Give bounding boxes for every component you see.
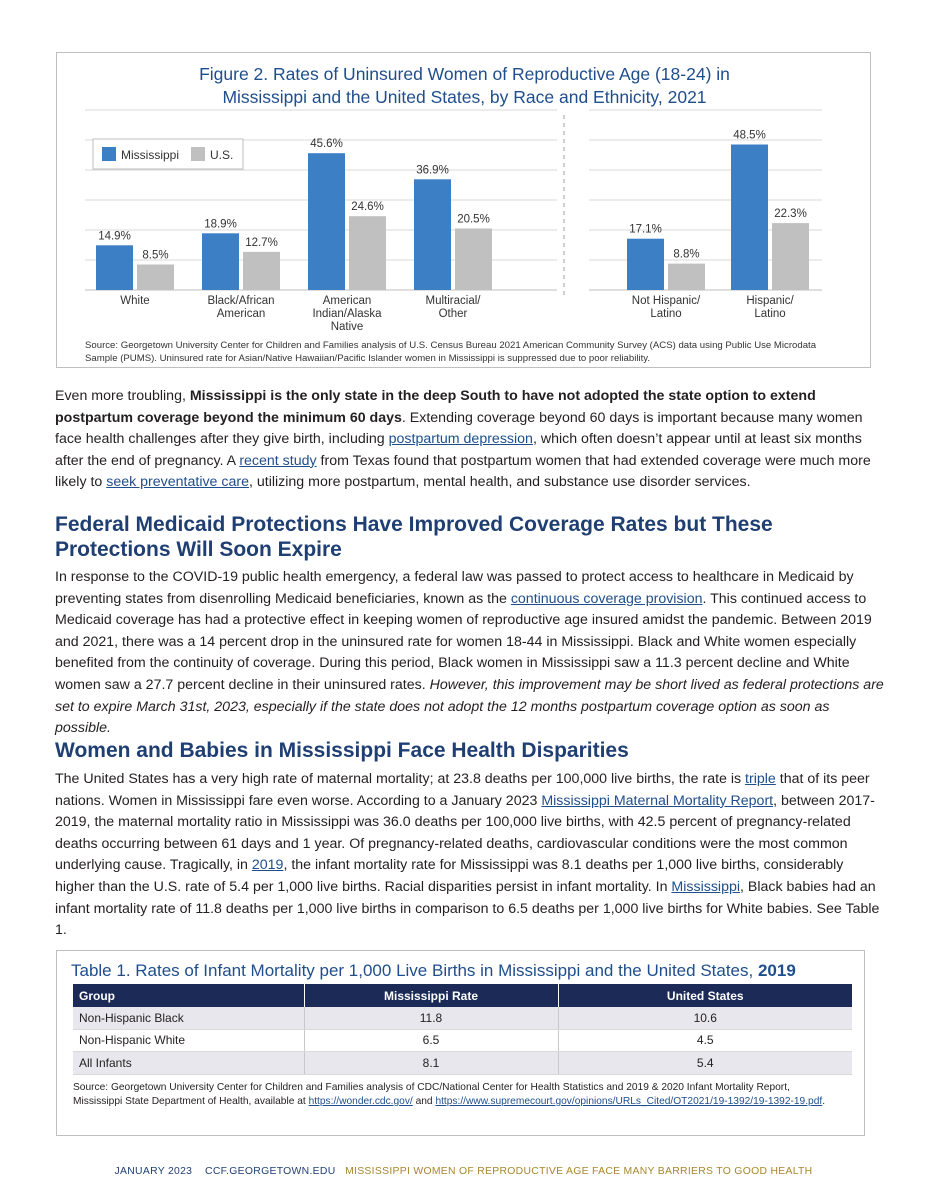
data-label-mississippi: 45.6%	[310, 138, 343, 151]
bar-mississippi	[414, 179, 451, 290]
category-label-line: Indian/Alaska	[312, 308, 382, 320]
italic-text: However, this improvement may be short lived as federal protections are set to expire March 31st, 2023, especially if the state does not adopt the 12 months postpartum coverage option as soon as possible.	[55, 676, 884, 737]
data-label-u-s: 8.8%	[673, 248, 700, 261]
bar-u-s	[772, 223, 809, 290]
cell-mississippi-rate: 11.8	[304, 1007, 558, 1029]
data-label-u-s: 20.5%	[457, 213, 490, 226]
text: The United States has a very high rate of maternal mortality; at 23.8 deaths per 100,000 live births, the rate is	[55, 771, 746, 787]
table-1-box	[56, 950, 865, 1136]
text: , utilizing more postpartum, mental health, and substance use disorder services.	[249, 474, 751, 491]
text: .	[822, 1096, 826, 1107]
heading-federal-medicaid	[55, 512, 895, 562]
bold-text: Mississippi is the only state in the deep South to have not adopted the state option to extend postpartum coverage beyond the minimum 60 days	[55, 388, 816, 426]
category-label	[632, 295, 701, 320]
paragraph-continuous-coverage	[55, 567, 885, 740]
heading-health-disparities: Women and Babies in Mississippi Face Health Disparities	[55, 739, 629, 762]
category-label-line: Latino	[650, 308, 682, 320]
bar-u-s	[455, 229, 492, 291]
link-postpartum-depression[interactable]: postpartum depression	[388, 431, 533, 448]
cell-us-rate: 4.5	[558, 1029, 852, 1052]
text: , the infant mortality rate for Mississippi was 8.1 deaths per 1,000 live births, considerably higher than the U.S. rate of 5.4 per 1,000 live births. Racial disparities persist in infant mortality. In	[55, 857, 844, 895]
legend-label: Mississippi	[121, 148, 180, 162]
link-recent-study[interactable]: recent study	[239, 452, 317, 469]
footer-date: JANUARY 2023	[114, 1166, 193, 1177]
bar-u-s	[243, 252, 280, 290]
paragraph-postpartum	[55, 386, 885, 494]
category-label	[746, 295, 794, 320]
bar-u-s	[349, 216, 386, 290]
category-label-line: Black/African	[207, 295, 275, 307]
text: from Texas found that postpartum women that had extended coverage were much more likely to	[55, 452, 871, 491]
data-label-u-s: 24.6%	[351, 201, 384, 214]
figure-source-note: Source: Georgetown University Center for Children and Families analysis of U.S. Census Bureau 2021 American Community Survey (ACS) data using Public Use Microdata Sample (PUMS). Uninsured rate for Asian/Native Hawaiian/Pacific Islander women in Mississippi is suppressed due to poor reliability.	[85, 340, 817, 364]
bar-u-s	[668, 264, 705, 290]
category-label-line: American	[322, 295, 372, 307]
text: Even more troubling,	[55, 388, 190, 404]
cell-us-rate: 5.4	[558, 1052, 852, 1075]
text: Source: Georgetown University Center for Children and Families analysis of CDC/National Center for Health Statistics and 2019 & 2020 Infant Mortality Report, Mississippi State Department of Health, available at	[73, 1082, 790, 1107]
category-label-line: Multiracial/	[425, 295, 481, 307]
footer-site: CCF.GEORGETOWN.EDU	[205, 1166, 336, 1177]
table-row	[73, 1029, 852, 1052]
cell-mississippi-rate: 6.5	[304, 1029, 558, 1052]
bar-mississippi	[308, 153, 345, 290]
heading-line-1: Federal Medicaid Protections Have Improved Coverage Rates but These	[55, 513, 773, 536]
category-label	[207, 295, 274, 320]
category-label-line: Native	[330, 321, 364, 333]
text: that of its peer nations. Women in Mississippi fare even worse. According to a January 2023	[55, 771, 870, 809]
text: and	[412, 1096, 436, 1107]
text: . Extending coverage beyond 60 days is important because many women face health challenges after they give birth, including	[55, 409, 863, 448]
text: . This continued access to Medicaid coverage has had a protective effect in keeping women of reproductive age insured amidst the pandemic. Between 2019 and 2021, there was a 14 percent drop in the uninsured rate for women 18-44 in Mississippi. Black and White women especially benefited from the continuity of coverage. During this period, Black women in Mississippi saw a 11.3 percent decline and White women saw a 27.7 percent decline in their uninsured rates.	[55, 590, 872, 693]
category-label-line: Latino	[754, 308, 786, 320]
table-title-text: Table 1. Rates of Infant Mortality per 1,000 Live Births in Mississippi and the United States,	[71, 961, 758, 980]
text: , Black babies had an infant mortality rate of 11.8 deaths per 1,000 live births in comparison to 6.5 deaths per 1,000 live births for White babies. See Table 1.	[55, 878, 880, 939]
table-row	[73, 1007, 852, 1029]
table-row	[73, 1052, 852, 1075]
legend-label: U.S.	[210, 148, 234, 162]
col-header-united-states: United States	[558, 984, 852, 1007]
link-mississippi[interactable]: Mississippi	[671, 878, 741, 895]
figure-2-box	[56, 52, 871, 368]
category-label-line: White	[120, 295, 150, 307]
cell-group: Non-Hispanic Black	[73, 1007, 304, 1029]
link-2019[interactable]: 2019	[251, 857, 284, 874]
bar-mississippi	[202, 233, 239, 290]
heading-line-2: Protections Will Soon Expire	[55, 538, 342, 561]
text: , which often doesn’t appear until at least six months after the end of pregnancy. A	[55, 431, 862, 469]
cell-group: All Infants	[73, 1052, 304, 1075]
data-label-u-s: 12.7%	[245, 236, 278, 249]
page-footer	[0, 1166, 927, 1177]
footer-title: MISSISSIPPI WOMEN OF REPRODUCTIVE AGE FACE MANY BARRIERS TO GOOD HEALTH	[345, 1166, 813, 1177]
table-title-year: 2019	[757, 961, 796, 980]
figure-title-line-2: Mississippi and the United States, by Race and Ethnicity, 2021	[222, 87, 707, 107]
link-mississippi-maternal-mortality-report[interactable]: Mississippi Maternal Mortality Report	[541, 792, 774, 809]
cell-us-rate: 10.6	[558, 1007, 852, 1029]
category-label	[120, 295, 149, 307]
legend-swatch	[102, 147, 116, 161]
bar-mississippi	[96, 245, 133, 290]
category-label-line: Hispanic/	[746, 295, 794, 307]
link-supreme-court-cited[interactable]: https://www.supremecourt.gov/opinions/URLs_Cited/OT2021/19-1392/19-1392-19.pdf	[435, 1096, 823, 1107]
infant-mortality-table	[73, 984, 852, 1075]
link-seek-preventative-care[interactable]: seek preventative care	[106, 474, 249, 491]
table-source-note	[73, 1081, 833, 1109]
data-label-mississippi: 17.1%	[629, 223, 662, 236]
category-label-line: American	[216, 308, 266, 320]
col-header-mississippi-rate: Mississippi Rate	[304, 984, 558, 1007]
cell-group: Non-Hispanic White	[73, 1029, 304, 1052]
text: , between 2017-2019, the maternal mortality ratio in Mississippi was 36.0 deaths per 100,000 live births, with 42.5 percent of pregnancy-related deaths occurring between 61 days and 1 year. Of pregnancy-related deaths, cardiovascular conditions were the most common underlying cause. Tragically, in	[55, 792, 875, 874]
category-label-line: Other	[438, 308, 468, 320]
data-label-mississippi: 14.9%	[98, 230, 131, 243]
data-label-mississippi: 18.9%	[204, 218, 237, 231]
gridlines	[85, 110, 822, 260]
cell-mississippi-rate: 8.1	[304, 1052, 558, 1075]
category-label-line: Not Hispanic/	[631, 295, 701, 307]
data-label-u-s: 8.5%	[142, 249, 169, 262]
chart-legend	[93, 139, 243, 169]
data-label-u-s: 22.3%	[774, 208, 807, 221]
bar-mississippi	[627, 239, 664, 290]
category-label	[426, 295, 482, 320]
legend-swatch	[191, 147, 205, 161]
text: In response to the COVID-19 public health emergency, a federal law was passed to protect access to healthcare in Medicaid by preventing states from disenrolling Medicaid beneficiaries, known as the	[55, 569, 854, 607]
data-label-mississippi: 36.9%	[416, 164, 449, 177]
table-title	[71, 960, 796, 982]
uninsured-rates-bar-chart	[57, 53, 872, 343]
link-continuous-coverage-provision[interactable]: continuous coverage provision	[510, 590, 703, 607]
paragraph-maternal-mortality	[55, 769, 885, 942]
link-cdc-wonder[interactable]: https://wonder.cdc.gov/	[308, 1096, 413, 1107]
table-header-row	[73, 984, 852, 1007]
link-triple[interactable]: triple	[745, 771, 776, 787]
data-label-mississippi: 48.5%	[733, 129, 766, 142]
figure-title-line-1: Figure 2. Rates of Uninsured Women of Reproductive Age (18-24) in	[199, 64, 730, 84]
category-label	[312, 295, 382, 333]
bar-mississippi	[731, 145, 768, 291]
bar-u-s	[137, 265, 174, 291]
col-header-group: Group	[73, 984, 304, 1007]
